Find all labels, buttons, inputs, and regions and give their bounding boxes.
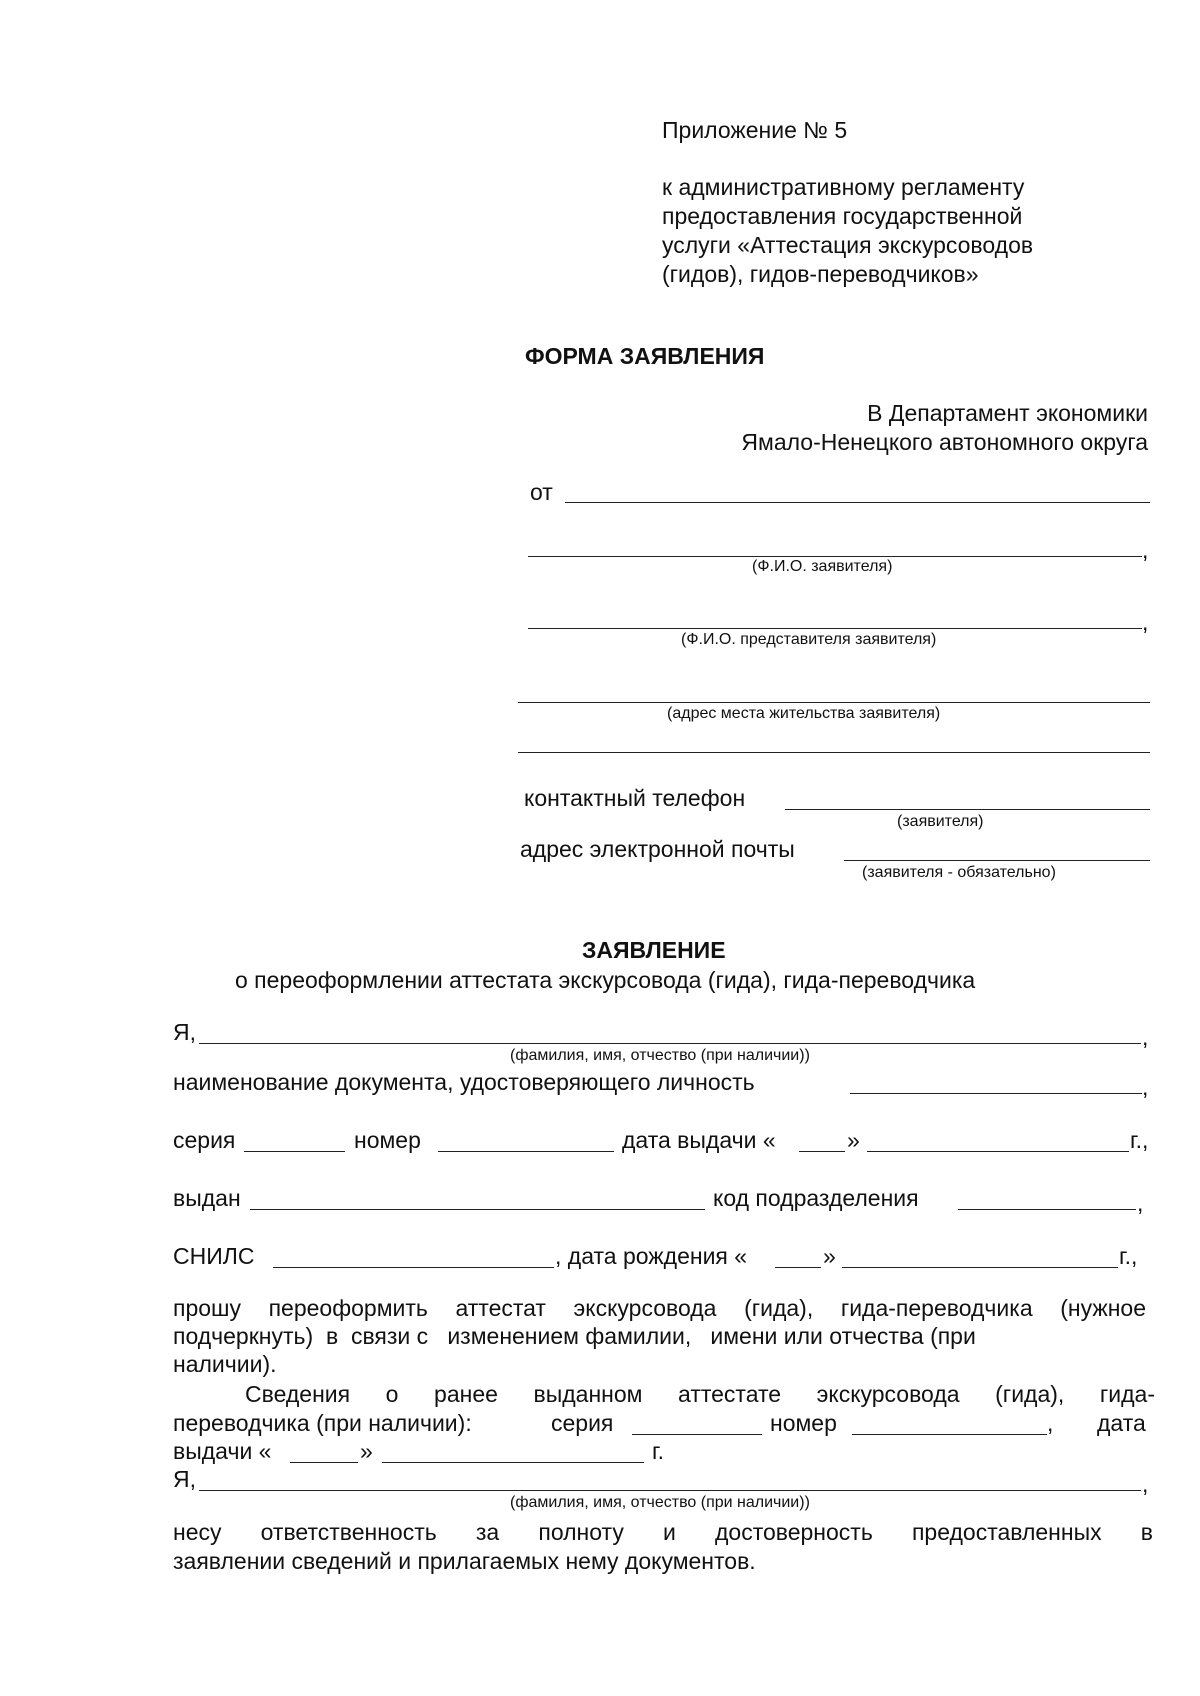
i-label: Я,: [173, 1019, 196, 1045]
doc-fill-line[interactable]: [850, 1093, 1142, 1094]
prev-issue-date-close: »: [360, 1438, 373, 1464]
from-label: от: [530, 479, 553, 505]
applicant-fio-line[interactable]: [528, 556, 1142, 557]
prev-number-label: номер: [770, 1410, 837, 1436]
appendix-to-line-3: услуги «Аттестация экскурсоводов: [662, 232, 1034, 258]
statement-title: ЗАЯВЛЕНИЕ: [582, 937, 726, 963]
address-line-2[interactable]: [518, 752, 1150, 753]
prev-cert-line-1: Сведения о ранее выданном аттестате экскурсовода (гида), гида-: [245, 1381, 1155, 1407]
phone-caption: (заявителя): [897, 813, 984, 830]
issue-year-label: г.,: [1130, 1127, 1149, 1153]
representative-fio-caption: (Ф.И.О. представителя заявителя): [681, 631, 937, 648]
prev-issue-year-label: г.: [652, 1438, 664, 1464]
issue-date-label: дата выдачи «: [622, 1127, 776, 1153]
issued-label: выдан: [173, 1185, 241, 1211]
birth-year-label: г.,: [1119, 1243, 1138, 1269]
applicant-fio-caption: (Ф.И.О. заявителя): [752, 558, 893, 575]
dept-code-fill-line[interactable]: [958, 1209, 1136, 1210]
doc-label: наименование документа, удостоверяющего личность: [173, 1069, 755, 1095]
appendix-to-line-2: предоставления государственной: [662, 203, 1023, 229]
address-caption: (адрес места жительства заявителя): [667, 705, 941, 722]
responsibility-line-1: несу ответственность за полноту и достоверность предоставленных в: [173, 1519, 1153, 1545]
appendix-number: Приложение № 5: [662, 117, 848, 143]
appendix-to-line-1: к административному регламенту: [662, 174, 1025, 200]
prev-series-fill-line[interactable]: [632, 1434, 762, 1435]
prev-cert-line-2-label: переводчика (при наличии):: [173, 1410, 472, 1436]
prev-issue-month-fill-line[interactable]: [382, 1462, 644, 1463]
birth-date-label: , дата рождения «: [555, 1243, 748, 1269]
issue-day-fill-line[interactable]: [799, 1151, 845, 1152]
i2-label: Я,: [173, 1466, 196, 1492]
prev-number-comma: ,: [1047, 1410, 1054, 1436]
dept-code-label: код подразделения: [713, 1185, 919, 1211]
doc-comma: ,: [1142, 1074, 1149, 1100]
birth-day-fill-line[interactable]: [775, 1267, 821, 1268]
i-fio-line[interactable]: [199, 1043, 1141, 1044]
appendix-to-line-4: (гидов), гидов-переводчиков»: [662, 261, 979, 287]
prev-issue-date-label: выдачи «: [173, 1438, 272, 1464]
i2-fio-comma: ,: [1142, 1471, 1149, 1497]
number-fill-line[interactable]: [438, 1151, 614, 1152]
request-text-line-3: наличии).: [173, 1351, 277, 1377]
number-label: номер: [354, 1127, 421, 1153]
applicant-fio-comma: ,: [1142, 537, 1149, 563]
responsibility-line-2: заявлении сведений и прилагаемых нему документов.: [173, 1548, 756, 1574]
i2-fio-caption: (фамилия, имя, отчество (при наличии)): [510, 1494, 810, 1511]
representative-fio-line[interactable]: [528, 628, 1142, 629]
email-label: адрес электронной почты: [520, 836, 795, 862]
birth-month-fill-line[interactable]: [842, 1267, 1118, 1268]
request-text-line-2: подчеркнуть) в связи с изменением фамилии, имени или отчества (при: [173, 1323, 976, 1349]
from-fill-line[interactable]: [565, 502, 1150, 503]
prev-issue-day-fill-line[interactable]: [290, 1462, 358, 1463]
form-title: ФОРМА ЗАЯВЛЕНИЯ: [525, 343, 765, 369]
i-fio-caption: (фамилия, имя, отчество (при наличии)): [510, 1047, 810, 1064]
phone-fill-line[interactable]: [785, 809, 1150, 810]
prev-series-label: серия: [551, 1410, 614, 1436]
phone-label: контактный телефон: [524, 785, 746, 811]
prev-number-fill-line[interactable]: [852, 1434, 1047, 1435]
birth-date-close: »: [823, 1243, 836, 1269]
i2-fio-line[interactable]: [199, 1490, 1141, 1491]
email-fill-line[interactable]: [844, 860, 1150, 861]
issued-fill-line[interactable]: [250, 1209, 705, 1210]
snils-fill-line[interactable]: [273, 1267, 554, 1268]
addressee-line-2: Ямало-Ненецкого автономного округа: [741, 429, 1148, 455]
issue-month-fill-line[interactable]: [867, 1151, 1129, 1152]
email-caption: (заявителя - обязательно): [862, 864, 1056, 881]
series-fill-line[interactable]: [244, 1151, 345, 1152]
i-fio-comma: ,: [1142, 1024, 1149, 1050]
address-line-1[interactable]: [518, 702, 1150, 703]
addressee-line-1: В Департамент экономики: [867, 400, 1148, 426]
dept-code-comma: ,: [1137, 1190, 1144, 1216]
snils-label: СНИЛС: [173, 1243, 255, 1269]
statement-subtitle: о переоформлении аттестата экскурсовода (гида), гида-переводчика: [235, 967, 976, 993]
series-label: серия: [173, 1127, 236, 1153]
prev-date-label: дата: [1097, 1410, 1146, 1436]
request-text-line-1: прошу переоформить аттестат экскурсовода (гида), гида-переводчика (нужное: [173, 1295, 1146, 1321]
issue-date-close: »: [847, 1127, 860, 1153]
representative-fio-comma: ,: [1142, 609, 1149, 635]
